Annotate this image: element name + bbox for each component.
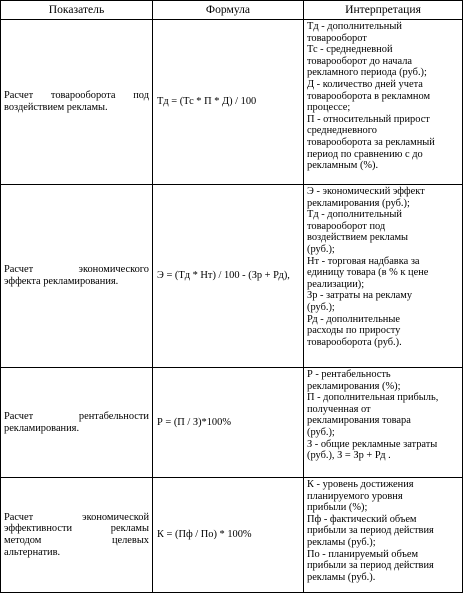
interpretation-line: (руб.); [307,243,335,255]
interpretation-line: товарооборот [307,32,367,44]
indicator-cell [1,478,153,593]
indicator-cell [1,20,153,185]
interpretation-line: Нт - торговая надбавка за [307,255,420,267]
formula-cell: Э = (Тд * Нт) / 100 - (Зр + Рд), [153,185,304,368]
indicator-cell [1,368,153,478]
interpretation-line: Зр - затраты на рекламу [307,290,413,302]
interpretation-line: товарооборота в рекламном [307,90,431,102]
table-row [1,185,463,368]
interpretation-line: товарооборота (руб.). [307,336,402,348]
interpretation-line: период по сравнению с до [307,148,423,160]
indicator-line: Расчет экономического [4,264,149,276]
interpretation-line: расходы по приросту [307,325,401,337]
interpretation-line: Э - экономический эффект [307,186,425,197]
indicator-cell [1,185,153,368]
indicator-line: воздействием рекламы. [4,102,108,113]
interpretation-line: Рд - дополнительные [307,313,400,325]
indicator-line: Расчет товарооборота под [4,90,149,102]
interpretation-line: Тс - среднедневной [307,44,393,56]
interpretation-line: полученная от [307,403,371,415]
interpretation-line: (руб.); [307,301,335,313]
header-indicator: Показатель [1,1,153,20]
indicator-line: рекламирования. [4,422,80,434]
interpretation-line: (руб.); [307,426,335,438]
indicator-line: эффективности рекламы [4,523,149,535]
interpretation-cell [304,368,463,478]
interpretation-line: П - дополнительная прибыль, [307,392,439,404]
interpretation-line: прибыли за период действия [307,560,434,572]
indicator-line: Расчет рентабельности [4,410,149,422]
interpretation-line: воздействием рекламы [307,232,409,244]
interpretation-line: рекламным (%). [307,160,379,172]
interpretation-line: К - уровень достижения [307,479,414,490]
interpretation-line: товарооборота за рекламный [307,136,435,148]
interpretation-line: Д - количество дней учета [307,78,423,90]
interpretation-line: товарооборот под [307,220,386,232]
interpretation-line: рекламирования (руб.); [307,197,410,209]
interpretation-cell [304,20,463,185]
interpretation-line: По - планируемый объем [307,548,419,560]
interpretation-line: реализации); [307,278,365,290]
interpretation-line: прибыли (%); [307,502,368,514]
interpretation-line: рекламы (руб.). [307,571,376,583]
interpretation-line: единицу товара (в % к цене [307,267,429,279]
interpretation-line: рекламного периода (руб.); [307,67,427,79]
indicator-line: Расчет экономической [4,511,149,523]
indicator-line: методом целевых [4,535,149,546]
interpretation-line: П - относительный прирост [307,113,430,125]
interpretation-line: рекламирования (%); [307,380,401,392]
indicator-line: альтернатив. [4,546,61,558]
table-header-row [1,1,463,20]
formula-cell: К = (Пф / По) * 100% [153,478,304,593]
formula-cell: Р = (П / З)*100% [153,368,304,478]
header-formula: Формула [153,1,304,20]
interpretation-line: Тд - дополнительный [307,21,402,32]
interpretation-line: товарооборот до начала [307,55,413,67]
table-row [1,368,463,478]
interpretation-line: Тд - дополнительный [307,209,402,221]
interpretation-line: рекламы (руб.); [307,536,376,548]
table-row [1,20,463,185]
interpretation-line: прибыли за период действия [307,525,434,537]
interpretation-line: (руб.), З = Зр + Рд . [307,450,391,462]
interpretation-cell [304,478,463,593]
interpretation-line: Р - рентабельность [307,369,391,380]
interpretation-cell [304,185,463,368]
interpretation-line: среднедневного [307,125,377,137]
interpretation-line: З - общие рекламные затраты [307,438,438,450]
formula-cell: Тд = (Тс * П * Д) / 100 [153,20,304,185]
interpretation-line: Пф - фактический объем [307,513,417,525]
interpretation-line: планируемого уровня [307,490,403,502]
table-row [1,478,463,593]
header-interpretation: Интерпретация [304,1,463,20]
interpretation-line: рекламирования товара [307,415,411,427]
interpretation-line: процессе; [307,102,351,114]
indicator-line: эффекта рекламирования. [4,276,119,287]
